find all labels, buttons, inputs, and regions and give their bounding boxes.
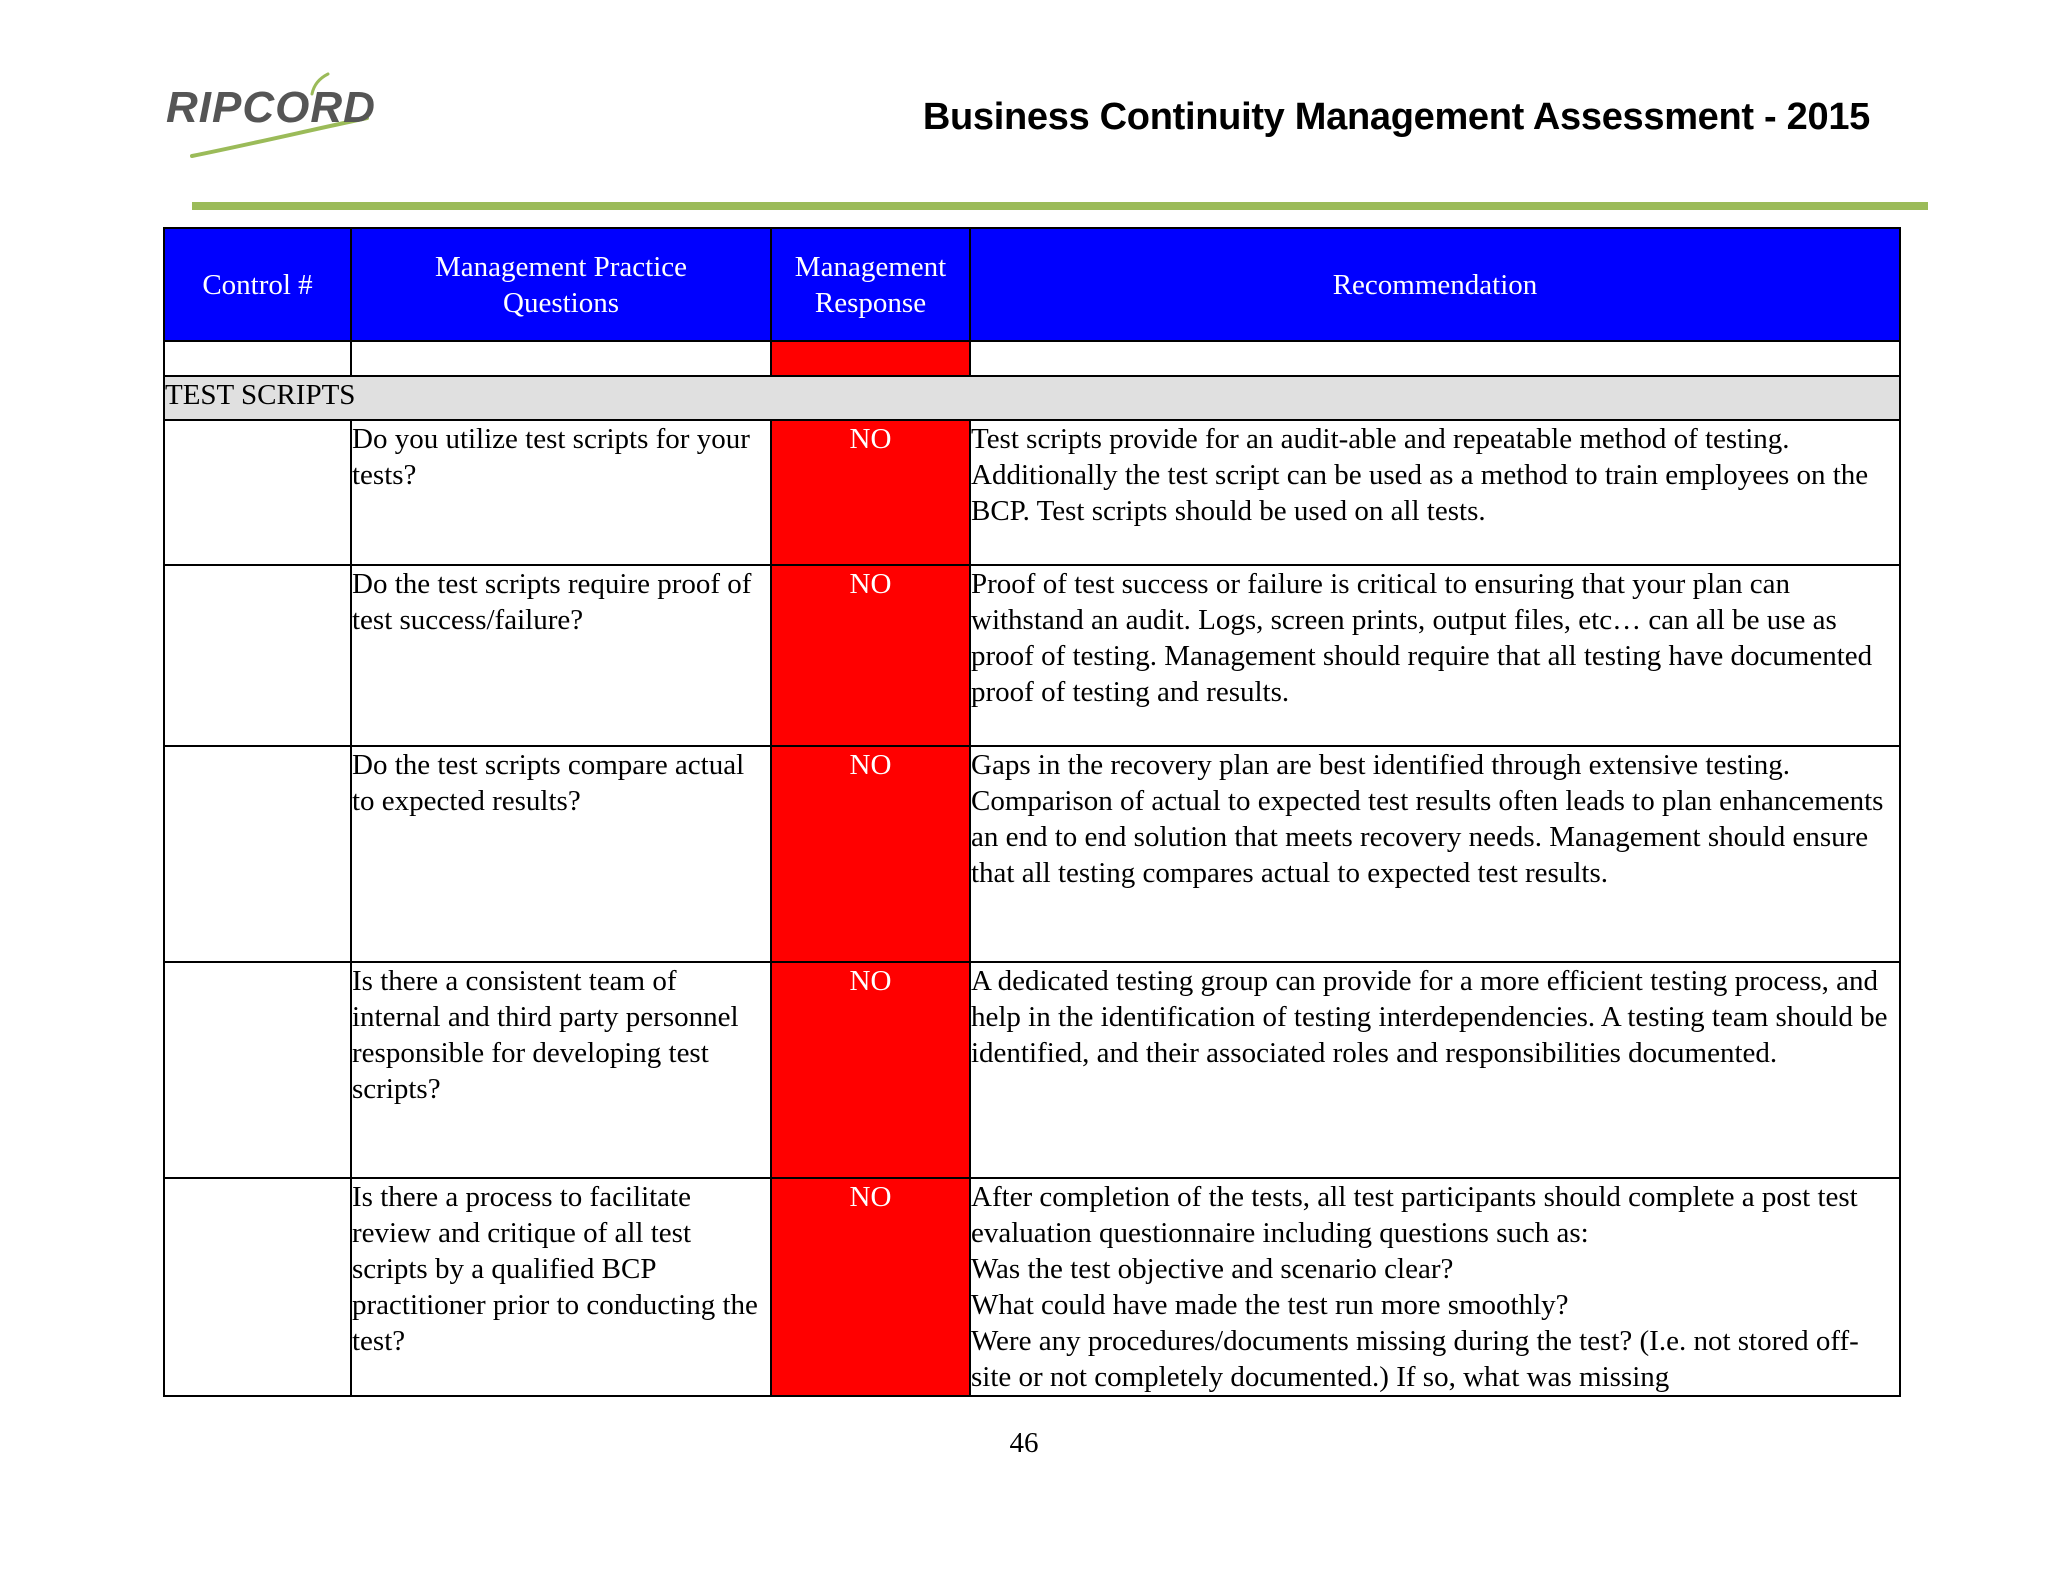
col-header-recommendation: Recommendation xyxy=(970,228,1900,341)
recommendation-line: What could have made the test run more smoothly? xyxy=(971,1289,1569,1321)
control-cell xyxy=(164,746,351,962)
question-cell: Is there a consistent team of internal and third party personnel responsible for developing test scripts? xyxy=(351,962,771,1178)
recommendation-cell: Proof of test success or failure is critical to ensuring that your plan can withstand an audit. Logs, screen prints, output files, etc… can all be use as proof of testing. Management should require that all testing have documented proof of testing and results. xyxy=(970,565,1900,746)
document-title: Business Continuity Management Assessment - 2015 xyxy=(922,96,1870,138)
recommendation-line: After completion of the tests, all test participants should complete a post test evaluation questionnaire including questions such as: xyxy=(971,1181,1858,1249)
col-header-control: Control # xyxy=(164,228,351,341)
table-row xyxy=(164,1178,1900,1396)
ripcord-logo-graphic xyxy=(162,72,402,162)
col-header-response xyxy=(771,228,970,341)
recommendation-cell xyxy=(970,1178,1900,1396)
question-cell: Is there a process to facilitate review and critique of all test scripts by a qualified BCP practitioner prior to conducting the test? xyxy=(351,1178,771,1396)
col-header-practice xyxy=(351,228,771,341)
question-cell: Do you utilize test scripts for your tests? xyxy=(351,420,771,565)
table-row xyxy=(164,565,1900,746)
logo-wordmark: RIPCORD xyxy=(166,83,376,132)
spacer-cell xyxy=(970,341,1900,376)
col-header-response-line-2: Response xyxy=(814,286,927,319)
spacer-cell-response xyxy=(771,341,970,376)
control-cell xyxy=(164,420,351,565)
page-number: 46 xyxy=(1009,1427,1039,1459)
section-title: TEST SCRIPTS xyxy=(164,376,1900,420)
table-row xyxy=(164,746,1900,962)
col-header-practice-line-2: Questions xyxy=(503,286,619,319)
response-cell: NO xyxy=(771,1178,970,1396)
question-cell: Do the test scripts compare actual to expected results? xyxy=(351,746,771,962)
question-cell: Do the test scripts require proof of test success/failure? xyxy=(351,565,771,746)
spacer-cell xyxy=(351,341,771,376)
col-header-practice-line-1: Management Practice xyxy=(434,250,688,283)
table-row xyxy=(164,962,1900,1178)
control-cell xyxy=(164,1178,351,1396)
spacer-cell xyxy=(164,341,351,376)
table-row xyxy=(164,420,1900,565)
spacer-row xyxy=(164,341,1900,376)
assessment-table xyxy=(163,227,1901,1397)
ripcord-logo xyxy=(162,72,402,162)
section-row xyxy=(164,376,1900,420)
control-cell xyxy=(164,962,351,1178)
control-cell xyxy=(164,565,351,746)
response-cell: NO xyxy=(771,746,970,962)
recommendation-line: Were any procedures/documents missing during the test? (I.e. not stored off-site or not completely documented.) If so, what was missing xyxy=(971,1325,1859,1393)
response-cell: NO xyxy=(771,962,970,1178)
recommendation-cell: A dedicated testing group can provide for a more efficient testing process, and help in the identification of testing interdependencies. A testing team should be identified, and their associated roles and responsibilities documented. xyxy=(970,962,1900,1178)
col-header-response-line-1: Management xyxy=(794,250,947,283)
recommendation-cell: Test scripts provide for an audit-able and repeatable method of testing. Additionally the test script can be used as a method to train employees on the BCP. Test scripts should be used on all tests. xyxy=(970,420,1900,565)
table-header-row xyxy=(164,228,1900,341)
header-rule xyxy=(192,202,1928,210)
response-cell: NO xyxy=(771,565,970,746)
response-cell: NO xyxy=(771,420,970,565)
recommendation-line: Was the test objective and scenario clear? xyxy=(971,1253,1454,1285)
recommendation-cell: Gaps in the recovery plan are best identified through extensive testing. Comparison of actual to expected test results often leads to plan enhancements an end to end solution that meets recovery needs. Management should ensure that all testing compares actual to expected test results. xyxy=(970,746,1900,962)
